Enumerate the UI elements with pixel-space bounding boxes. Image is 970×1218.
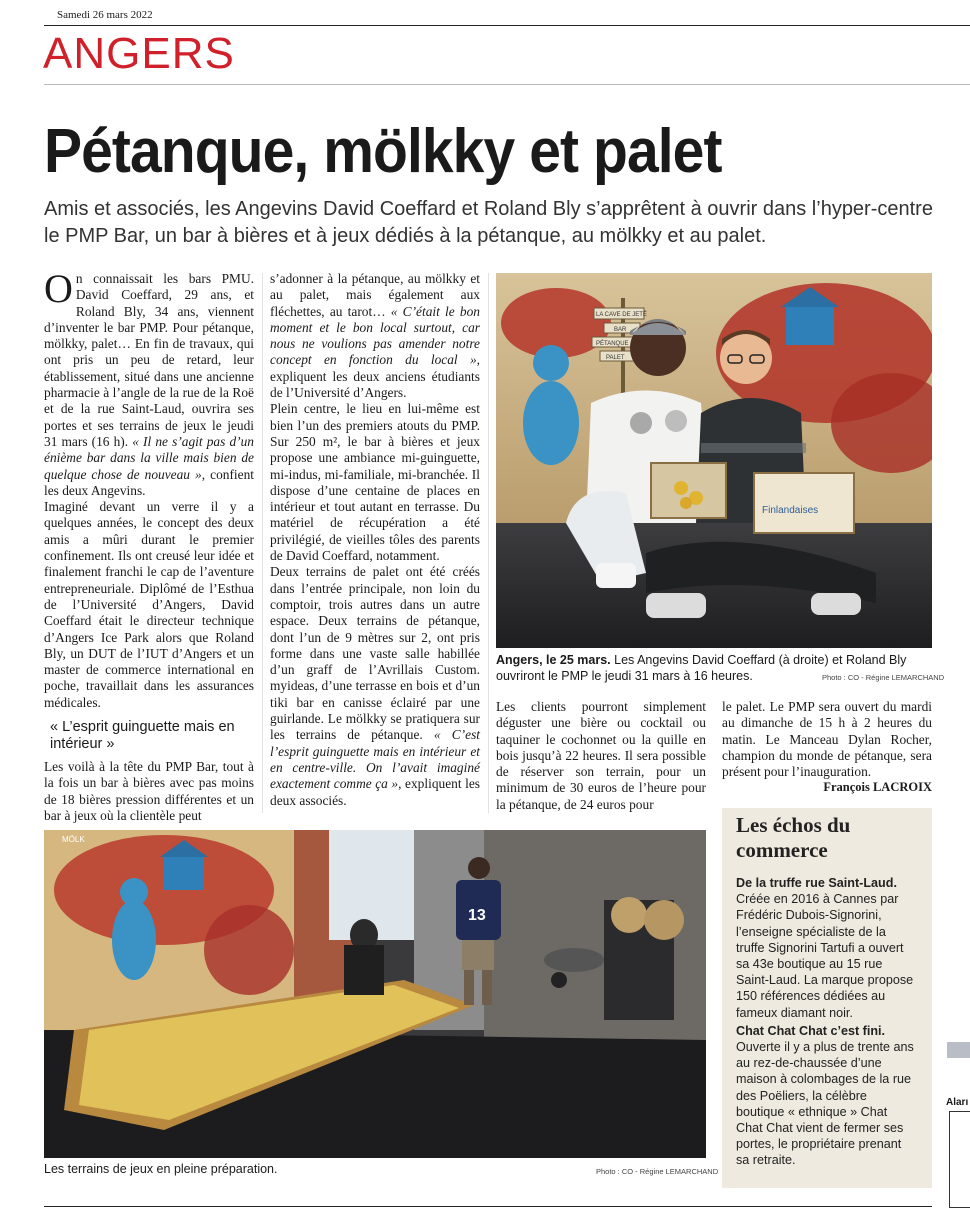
adjacent-article-bar	[947, 1042, 970, 1058]
photo-playing-fields-illustration	[44, 830, 706, 1158]
adjacent-article-frame	[949, 1111, 970, 1208]
article-column-3	[496, 699, 706, 813]
quote: « C’était le bon moment et le bon local surtout, car nous ne voulions pas amender notre concept en fonction du local »	[270, 303, 480, 368]
headline: Pétanque, mölkky et palet	[44, 117, 722, 186]
photo-owners-caption: Angers, le 25 mars. Les Angevins David Coeffard (à droite) et Roland Bly ouvriront le PMP le jeudi 31 mars à 16 heures.	[496, 653, 907, 683]
section-rule	[44, 84, 970, 85]
adjacent-article-label: Aları	[946, 1097, 969, 1108]
paragraph: Imaginé devant un verre il y a quelques années, le concept des deux amis a mûri durant le premier confinement. Ils ont creusé leur idée et finalement franchi le cap de l’aventure entrepreneuriale. Diplômé de l’Esthua de l’Université d’Angers, David Coeffard était le directeur technique d’Angers Ice Park alors que Roland Bly, un DUT de l’IUT d’Angers et un master de commerce international en poche, travaillait dans les assurances médicales.	[44, 499, 254, 710]
photo-credit: Photo : CO - Régine LEMARCHAND	[822, 673, 945, 682]
standfirst: Amis et associés, les Angevins David Coeffard et Roland Bly s’apprêtent à ouvrir dans l’hyper-centre le PMP Bar, un bar à bières et à jeux dédiés à la pétanque, au mölkky et au palet.	[44, 198, 933, 247]
bottom-rule	[44, 1206, 932, 1207]
quote: « C’est l’esprit guinguette mais en intérieur et en centre-ville. On l’avait imaginé exactement comme ça »	[270, 727, 481, 792]
paragraph: Les voilà à la tête du PMP Bar, tout à la fois un bar à bières avec pas moins de 18 bières pression différentes et un bar à jeux où la clientèle peut	[44, 759, 254, 823]
echos-item: Chat Chat Chat c’est fini. Ouverte il y a plus de trente ans au rez-de-chaussée d’une maison à colombages de la rue des Poëliers, la célèbre boutique « ethnique » Chat Chat Chat vient de fermer ses portes, le propriétaire prenant sa retraite.	[736, 1023, 914, 1168]
article-column-1	[44, 266, 254, 824]
photo-owners	[496, 273, 932, 648]
quote: « Il ne s’agit pas d’un énième bar dans la ville mais bien de quelque chose de nouveau »	[44, 433, 254, 482]
paragraph: Deux terrains de palet ont été créés dans l’entrée principale, non loin du comptoir, trois autres dans un autre espace. Deux terrains de pétanque, dont l’un de 9 mètres sur 2, ont pris forme dans une vaste salle habillée d’un graff de l’Avrillais Custom. myideas, d’une terrasse en bois et d’un tiki bar en canisse éclairé par une guirlande. Le mölkky se pratiquera sur les terrains de pétanque. « C’est l’esprit guinguette mais en intérieur et en centre-ville. On l’avait imaginé exactement comme ça », expliquent les deux associés.	[270, 564, 481, 808]
drop-cap: O	[44, 266, 73, 311]
echos-body	[736, 875, 916, 1171]
top-rule	[44, 25, 970, 26]
wall-text: MÖLK	[62, 835, 85, 844]
sign-text: BAR	[614, 327, 627, 333]
author-signature: François LACROIX	[823, 780, 932, 794]
paragraph: le palet. Le PMP sera ouvert du mardi au dimanche de 15 h à 2 heures du matin. Le Manceau Dylan Rocher, champion du monde de pétanque, sera présent pour l’inauguration.	[722, 699, 932, 780]
article-column-2	[270, 271, 480, 809]
paragraph: s’adonner à la pétanque, au mölkky et au palet, mais également aux fléchettes, au tarot… « C’était le bon moment et le bon local surtout, car nous ne voulions pas amender notre concept en fonction du local », expliquent les deux anciens étudiants de l’Université d’Angers.	[270, 271, 480, 401]
sign-text: PÉTANQUE	[596, 341, 629, 347]
paragraph: On connaissait les bars PMU. David Coeffard, 29 ans, et Roland Bly, 34 ans, viennent d’inventer le bar PMP. Pour pétanque, mölkky, palet… En fin de travaux, qui ont pris un peu de retard, leur établissement, situé dans une ancienne pharmacie à l’angle de la rue de la Roë et de la rue Saint-Laud, ouvrira ses portes et ses terrains de jeux le jeudi 31 mars (16 h). « Il ne s’agit pas d’un énième bar dans la ville mais bien de quelque chose de nouveau », confient les deux Angevins.	[44, 266, 254, 498]
photo-playing-fields	[44, 830, 706, 1158]
sign-text: PALET	[606, 355, 625, 361]
column-divider	[488, 273, 489, 813]
box-text: Finlandaises	[762, 505, 819, 516]
echos-title: Les échos du commerce	[736, 813, 851, 862]
paragraph: Plein centre, le lieu en lui-même est bien l’un des premiers atouts du PMP. Sur 250 m², le bar à bières et jeux propose une ambiance mi-guinguette, mi-indus, mi-familiale, mi-branchée. Il dispose d’une centaine de places en intérieur et tout autant en terrasse. Du matériel de récupération a été privilégié, de vieilles tôles des parents de David Coeffard, notamment.	[270, 401, 480, 564]
photo-playing-fields-caption: Les terrains de jeux en pleine préparation.	[44, 1162, 278, 1176]
photo-credit: Photo : CO - Régine LEMARCHAND	[596, 1167, 719, 1176]
section-title: ANGERS	[43, 29, 235, 78]
sign-text: LA CAVE DE JETÉ	[596, 312, 647, 318]
jersey-number: 13	[468, 907, 486, 924]
photo-owners-illustration	[496, 273, 932, 648]
intertitle: « L’esprit guinguette mais en intérieur »	[50, 719, 235, 753]
paragraph: Les clients pourront simplement déguster une bière ou cocktail ou taquiner le cochonnet ou la quille en bois jusqu’à 22 heures. Il sera possible de réserver son terrain, pour un minimum de 30 euros de l’heure pour la pétanque, de 24 euros pour	[496, 699, 706, 812]
echos-item: De la truffe rue Saint-Laud. Créée en 2016 à Cannes par Frédéric Dubois-Signorini, l’enseigne spécialiste de la truffe Signorini Tartufi a ouvert sa 43e boutique au 15 rue Saint-Laud. La marque propose 150 références dédiées au fameux diamant noir.	[736, 876, 914, 1020]
article-column-4	[722, 699, 932, 780]
column-divider	[262, 273, 263, 813]
issue-date: Samedi 26 mars 2022	[57, 9, 153, 21]
